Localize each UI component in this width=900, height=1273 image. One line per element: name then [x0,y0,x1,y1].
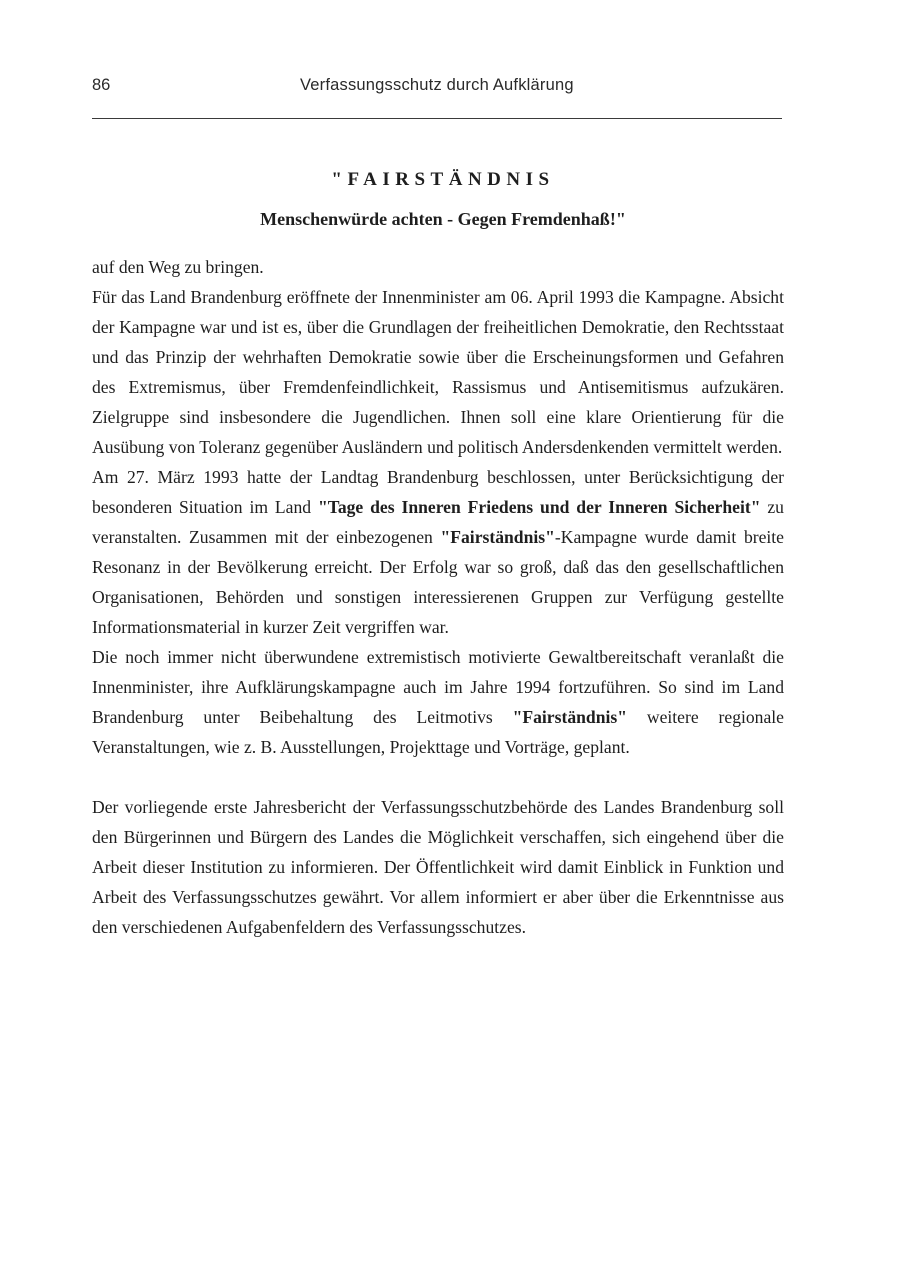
paragraph-4-bold-motto: "Fairständnis" [512,707,627,727]
body-text [92,252,784,942]
paragraph-4-text-c: weitere regionale Veranstaltungen, wie z. B. Ausstellungen, Projekttage und Vorträge, geplant. [92,707,784,757]
paragraph-2: Für das Land Brandenburg eröffnete der Innenminister am 06. April 1993 die Kampagne. Absicht der Kampagne war und ist es, über die Grundlagen der freiheitlichen Demokratie, den Rechtsstaat und das Prinzip der wehrhaften Demokratie sowie über die Erscheinungsformen und Gefahren des Extremismus, über Fremdenfeindlichkeit, Rassismus und Antisemitismus aufzukären. Zielgruppe sind insbesondere die Jugendlichen. Ihnen soll eine klare Orientierung für die Ausübung von Toleranz gegenüber Ausländern und politisch Andersdenkenden vermittelt werden. [92,287,784,457]
paragraph-4 [92,642,784,762]
running-title: Verfassungsschutz durch Aufklärung [300,76,574,94]
paragraph-1: auf den Weg zu bringen. [92,257,264,277]
paragraph-3-text-e: -Kampagne wurde damit breite Resonanz in der Bevölkerung erreicht. Der Erfolg war so groß, daß das den gesellschaftlichen Organisationen, Behörden und sonstigen interessierenen Gruppen zur Verfügung gestellte Informationsmaterial in kurzer Zeit vergriffen war. [92,527,784,637]
paragraph-3 [92,462,784,642]
paragraph-gap [92,762,784,792]
paragraph-3-text-c: zu veranstalten. Zusammen mit der einbezogenen [92,497,784,547]
header-rule [92,118,782,119]
paragraph-3-bold-event: "Tage des Inneren Friedens und der Inneren Sicherheit" [317,497,761,517]
campaign-title [92,168,782,231]
campaign-title-line2: Menschenwürde achten - Gegen Fremdenhaß!" [260,209,626,229]
paragraph-3-text-a: Am 27. März 1993 hatte der Landtag Brandenburg beschlossen, unter Berücksichtigung der besonderen Situation im Land [92,467,784,517]
page-number: 86 [92,76,111,94]
paragraph-5: Der vorliegende erste Jahresbericht der Verfassungsschutzbehörde des Landes Brandenburg soll den Bürgerinnen und Bürgern des Landes die Möglichkeit verschaffen, sich eingehend über die Arbeit dieser Institution zu informieren. Der Öffentlichkeit wird damit Einblick in Funktion und Arbeit des Verfassungsschutzes gewährt. Vor allem informiert er aber über die Erkenntnisse aus den verschiedenen Aufgabenfeldern des Verfassungsschutzes. [92,797,784,937]
page-header [92,76,782,102]
paragraph-4-text-a: Die noch immer nicht überwundene extremistisch motivierte Gewaltbereitschaft veranlaßt die Innenminister, ihre Aufklärungskampagne auch im Jahre 1994 fortzuführen. So sind im Land Brandenburg unter Beibehaltung des Leitmotivs [92,647,784,727]
paragraph-3-bold-campaign: "Fairständnis" [440,527,555,547]
campaign-title-line1: "FAIRSTÄNDNIS [331,169,555,190]
